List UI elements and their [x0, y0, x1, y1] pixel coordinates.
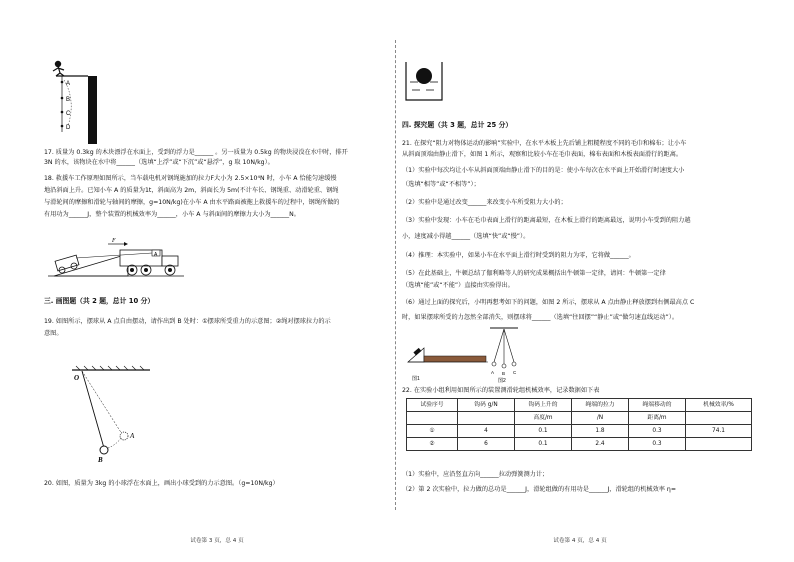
fig19-string-a — [82, 371, 122, 434]
fig21-label-c: C — [513, 370, 517, 375]
fig21-caption-2: 图2 — [498, 378, 506, 384]
fig19-string-b — [82, 371, 104, 448]
q17-line-1: 17. 质量为 0.3kg 的木块漂浮在水面上，受到的浮力是______ 。另一质量为 0.5kg 的物块浸没在水中时，排开 — [44, 149, 348, 156]
table-header-cell: 绳端的拉力 — [572, 399, 629, 412]
column-divider — [395, 40, 396, 510]
q18-line-2: 地沿斜面上升。已知小车 A 的质量为1t，斜面高为 2m，斜面长为 5m(不计车长、钢绳重、动滑轮重、钢绳 — [44, 187, 339, 194]
table-header-cell: 试验序号 — [407, 399, 458, 412]
figure-18 — [48, 236, 184, 286]
q21-line-4: （选填“相等”或“不相等”）； — [402, 181, 480, 188]
figure-21 — [406, 324, 526, 382]
q21-line-1: 21. 在探究“阻力对物体运动的影响”实验中，在水平木板上先后铺上粗糙程度不同的毛巾和棉布；让小车 — [402, 140, 687, 147]
q22-intro: 22. 在实验小组利用如图所示的装置测滑轮组机械效率，记录数据如下表 — [402, 387, 600, 394]
q21-line-3: （1）实验中每次均让小车从斜面顶端由静止滑下的目的是：使小车每次在水平面上开始滑行时速度大小 — [402, 167, 685, 174]
table-cell: 0.3 — [629, 425, 686, 438]
table-header-cell: /N — [572, 412, 629, 425]
fig17-point-c — [61, 111, 64, 114]
fig17-label-a: A — [66, 81, 71, 87]
fig17-point-a — [61, 81, 64, 84]
table-cell: ② — [407, 438, 458, 451]
table-cell: ① — [407, 425, 458, 438]
fig19-label-b: B — [98, 456, 103, 464]
section-4-title: 四. 探究题（共 3 题，总计 25 分） — [402, 121, 513, 129]
fig19-ball-a — [120, 432, 128, 440]
fig18-car-label: A — [154, 252, 158, 258]
fig17-person-icon — [53, 61, 64, 76]
table-cell: 74.1 — [686, 425, 752, 438]
left-page-footer: 试卷第 3 页，总 4 页 — [190, 538, 244, 544]
fig17-label-b: B — [66, 97, 71, 103]
fig17-label-c: C — [66, 111, 71, 117]
fig21-label-b: B — [502, 371, 506, 376]
fig18-ramp — [54, 254, 128, 276]
table-cell: 4 — [458, 425, 515, 438]
q21-line-9: （5）在此基础上，牛顿总结了伽利略等人的研究成果概括出牛顿第一定律，请问：牛顿第一定律 — [402, 270, 666, 277]
q18-line-1: 18. 救援车工作原理如图所示，当车载电机对钢绳施加的拉力F大小为 2.5×10⁴N 时，小车 A 恰能匀速缓慢 — [44, 175, 337, 182]
left-column — [44, 0, 390, 562]
table-cell: 0.1 — [515, 438, 572, 451]
table-row — [407, 438, 752, 451]
q18-line-3: 与滑轮间的摩擦和滑轮与轴间的摩擦，g=10N/kg)在小车 A 由水平路面被拖上救援车的过程中，钢绳所做的 — [44, 199, 340, 206]
q19-line-1: 19. 如图所示，摆球从 A 点自由摆动，请作出到 B 处时：①摆球所受重力的示意图；②绳对摆球拉力的示 — [44, 318, 331, 325]
fig18-force-label: F — [112, 238, 116, 244]
q21-line-12: 时，如果摆球所受的力忽然全部消失，则摆球将______（选填“往回摆”“静止”或“做匀速直线运动”）。 — [402, 314, 679, 321]
table-header-cell — [407, 412, 458, 425]
q18-line-4: 有用功为______J，整个装置的机械效率为______，小车 A 与斜面间的摩擦力大小为______N。 — [44, 211, 300, 218]
q22-data-table — [406, 398, 752, 451]
section-3-title: 三. 画图题（共 2 题，总计 10 分） — [44, 297, 155, 305]
figure-20 — [404, 60, 444, 104]
table-header-cell: 距离/m — [629, 412, 686, 425]
q21-line-8: （4）推理：本实验中，如果小车在水平面上滑行时受到的阻力为零，它将做______。 — [402, 252, 635, 259]
q21-line-7: 小，速度减小得越______（选填“快”或“慢”）。 — [402, 233, 530, 240]
fig21-label-a: A — [491, 370, 495, 375]
q19-line-2: 意图。 — [44, 330, 63, 337]
table-cell — [686, 438, 752, 451]
fig20-ball — [416, 68, 432, 84]
q21-line-6: （3）实验中发现：小车在毛巾表面上滑行的距离最短，在木板上滑行的距离最远，说明小车受到的阻力越 — [402, 217, 691, 224]
fig19-label-a: A — [130, 432, 135, 440]
fig17-point-b — [61, 97, 64, 100]
fig21-figure-1 — [408, 348, 488, 362]
q21-line-2: 从斜面顶端由静止滑下，如图 1 所示，观察和比较小车在毛巾表面，棉布表面和木板表面滑行的距离。 — [402, 151, 683, 158]
q21-line-10: （选填“能”或“不能”）直接由实验得出。 — [402, 282, 514, 289]
table-cell: 2.4 — [572, 438, 629, 451]
table-cell: 0.3 — [629, 438, 686, 451]
table-header-cell — [458, 412, 515, 425]
fig21-caption-1: 图1 — [412, 376, 420, 382]
figure-19 — [58, 366, 168, 466]
table-header-cell: 钩码上升的 — [515, 399, 572, 412]
q21-line-5: （2）实验中是通过改变______来改变小车所受阻力大小的； — [402, 199, 567, 206]
table-header-cell — [686, 412, 752, 425]
table-cell: 0.1 — [515, 425, 572, 438]
table-header-row-2 — [407, 412, 752, 425]
table-row — [407, 425, 752, 438]
table-header-row — [407, 399, 752, 412]
table-cell: 6 — [458, 438, 515, 451]
fig19-label-o: O — [74, 374, 80, 382]
table-header-cell: 高度/m — [515, 412, 572, 425]
fig17-point-d — [61, 125, 64, 128]
q22-sub-2: （2）第 2 次实验中，拉力做的总功是______J，滑轮组做的有用功是______J，滑轮组的机械效率 η= — [402, 486, 677, 493]
table-header-cell: 钩码 g/N — [458, 399, 515, 412]
figure-17 — [48, 60, 108, 146]
table-header-cell: 绳端移动的 — [629, 399, 686, 412]
fig19-ball-b — [100, 446, 108, 454]
fig21-figure-2 — [490, 328, 518, 368]
q20-line: 20. 如图，质量为 3kg 的小球浮在水面上，画出小球受到的力示意图。（g=10N/kg） — [44, 480, 279, 487]
right-column — [402, 0, 758, 562]
right-page-footer: 试卷第 4 页，总 4 页 — [553, 538, 607, 544]
table-cell: 1.8 — [572, 425, 629, 438]
fig17-wall — [88, 76, 97, 144]
q22-sub-1: （1）实验中，应沿竖直方向______拉动弹簧测力计； — [402, 471, 549, 478]
q21-line-11: （6）通过上面的探究后，小明再想考如下的问题，如图 2 所示，摆球从 A 点由静止释放摆到右侧最高点 C — [402, 299, 695, 306]
fig18-small-car-a — [55, 255, 79, 273]
fig17-label-d: D — [66, 125, 71, 131]
fig18-truck — [120, 250, 178, 275]
table-header-cell: 机械效率/% — [686, 399, 752, 412]
q17-line-2: 3N 的水，该物块在水中将______（选填“上浮”或“下沉”或“悬浮”，g 取 10N/kg）。 — [44, 159, 274, 166]
